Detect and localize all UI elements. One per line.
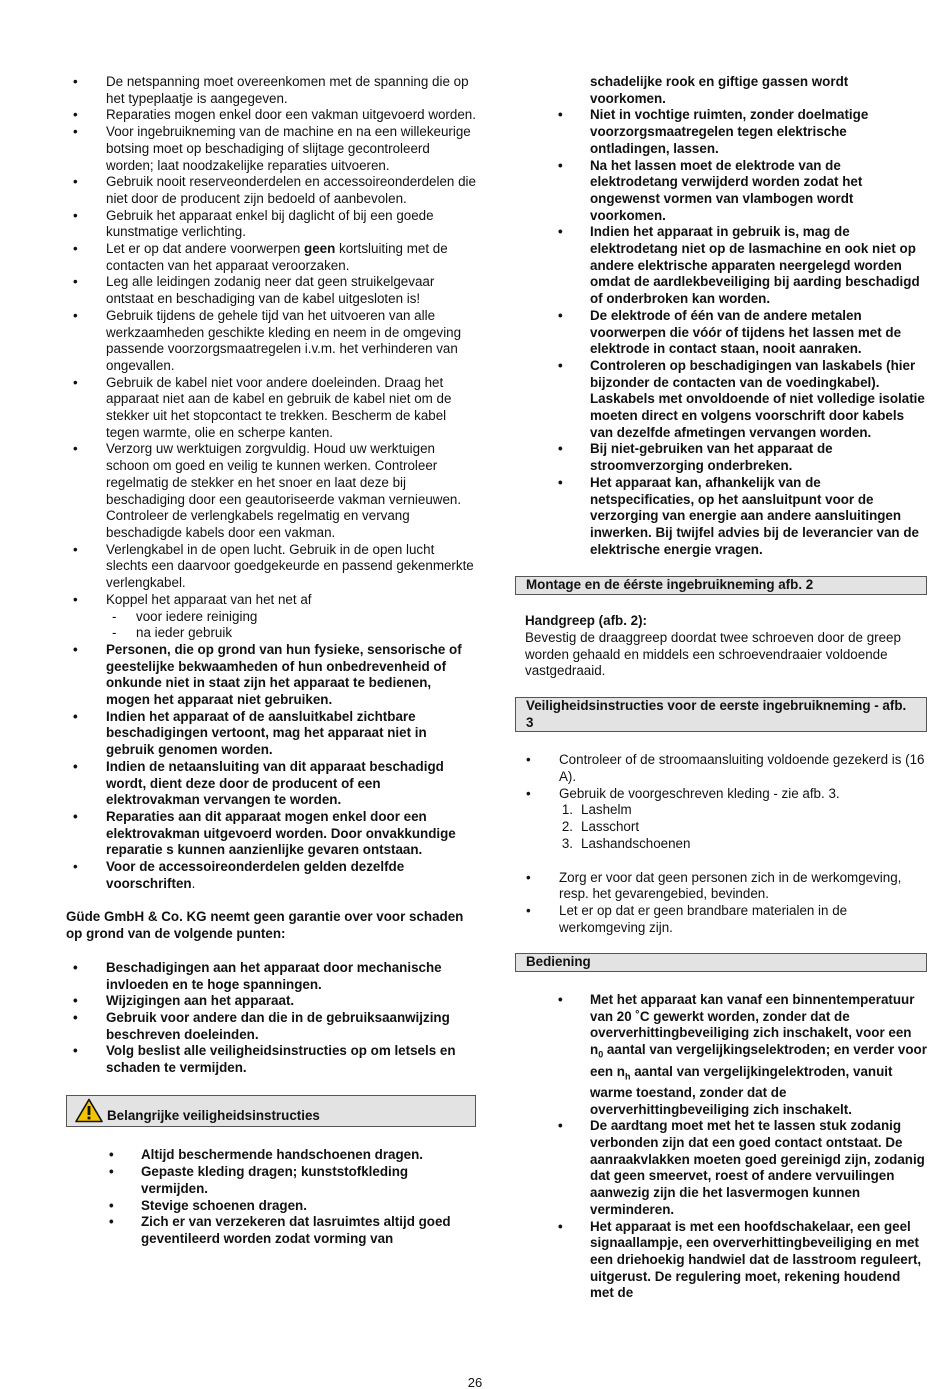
list-item	[66, 859, 476, 892]
list-item	[66, 241, 476, 274]
list-item	[515, 992, 927, 1118]
bold-safety-list	[66, 642, 476, 893]
numbered-item	[555, 836, 927, 853]
continuation-text: schadelijke rook en giftige gassen wordt voorkomen.	[590, 74, 849, 106]
list-item: • Beschadigingen aan het apparaat door mechanische invloeden en te hoge spanningen.	[66, 960, 476, 993]
dash-item: - voor iedere reiniging	[106, 609, 476, 626]
list-item: • Gebruik de voorgeschreven kleding - zie afb. 3.	[519, 786, 927, 803]
operation-list	[515, 992, 927, 1302]
list-item: • Let er op dat er geen brandbare materialen in de werkomgeving zijn.	[519, 903, 927, 936]
list-item: • Voor ingebruikneming van de machine en na een willekeurige botsing moet op beschadiging of slijtage gecontroleerd worden; laat noodzakelijke reparaties uitvoeren.	[66, 124, 476, 174]
list-item: • Volg beslist alle veiligheidsinstructies op om letsels en schaden te vermijden.	[66, 1043, 476, 1076]
list-item: • Het apparaat is met een hoofdschakelaar, een geel signaallampje, een oververhittingbeveiliging en met een driehoekig handwiel dat de lasstroom reguleert, uitgerust. De regulering moet, rekening houdend met de	[515, 1219, 927, 1303]
warning-header	[66, 1095, 476, 1128]
list-item: • Altijd beschermende handschoenen dragen.	[66, 1147, 476, 1164]
page-number: 26	[467, 1375, 483, 1389]
text-run: aantal van vergelijkingelektroden, vanuit warme toestand, zonder dat de oververhittingbeveiliging zich inschakelt.	[590, 1063, 893, 1117]
text-run: Let er op dat andere voorwerpen	[106, 241, 305, 257]
list-item: • Niet in vochtige ruimten, zonder doelmatige voorzorgsmaatregelen tegen elektrische ontladingen, lassen.	[515, 107, 927, 157]
item-number: 3.	[561, 835, 573, 851]
warning-title: Belangrijke veiligheidsinstructies	[107, 1107, 320, 1123]
section-header-bediening: Bediening	[515, 953, 927, 972]
list-item: • Controleer of de stroomaansluiting voldoende gezekerd is (16 A).	[519, 752, 927, 785]
handgreep-text: Bevestig de draaggreep doordat twee schroeven door de greep worden gehaald en middels een schroevendraaier voldoende vastgedraaid.	[525, 629, 901, 679]
emphasis: geen	[304, 241, 336, 257]
list-item: • Verzorg uw werktuigen zorgvuldig. Houd uw werktuigen schoon om goed en veilig te kunnen werken. Controleer regelmatig de stekker en het snoer en laat deze bij beschadiging door een geautoriseerde vakman vernieuwen. Controleer de verlengkabels regelmatig en vervang beschadigde kabels door een vakman.	[66, 441, 476, 541]
list-item: • Gebruik de kabel niet voor andere doeleinden. Draag het apparaat niet aan de kabel en gebruik de kabel niet om de stekker uit het stopcontact te trekken. Bescherm de kabel tegen warmte, olie en scherpe kanten.	[66, 375, 476, 442]
list-item: • Stevige schoenen dragen.	[66, 1198, 476, 1215]
item-number: 1.	[561, 802, 573, 818]
guarantee-list	[66, 960, 476, 1077]
clothing-list	[555, 802, 927, 852]
dash-list	[106, 609, 476, 642]
list-item: • Wijzigingen aan het apparaat.	[66, 993, 476, 1010]
item-number: 2.	[561, 819, 573, 835]
safety-list	[66, 74, 476, 609]
list-item: • Na het lassen moet de elektrode van de elektrodetang verwijderd worden zodat het ongewenst vormen van vlambogen wordt voorkomen.	[515, 158, 927, 225]
list-item: • Gebruik het apparaat enkel bij daglicht of bij een goede kunstmatige verlichting.	[66, 208, 476, 241]
right-column	[515, 74, 927, 1302]
list-item: • Indien het apparaat in gebruik is, mag de elektrodetang niet op de lasmachine en ook niet op andere elektrische apparaten neergelegd worden omdat de aardlekbeveiliging bij aarding beschadigd of onderbroken kan worden.	[515, 224, 927, 308]
list-item: • Indien de netaansluiting van dit apparaat beschadigd wordt, dient deze door de producent of een elektrovakman vervangen te worden.	[66, 759, 476, 809]
numbered-item	[555, 802, 927, 819]
list-item: • De netspanning moet overeenkomen met de spanning die op het typeplaatje is aangegeven.	[66, 74, 476, 107]
warning-list	[66, 1147, 476, 1247]
left-column	[66, 74, 476, 1248]
list-item: • Reparaties mogen enkel door een vakman uitgevoerd worden.	[66, 107, 476, 124]
dash-item: - na ieder gebruik	[106, 625, 476, 642]
list-item: • Leg alle leidingen zodanig neer dat geen struikelgevaar ontstaat en beschadiging van de kabel uitgesloten is!	[66, 274, 476, 307]
list-item: • Gebruik nooit reserveonderdelen en accessoireonderdelen die niet door de producent zijn bedoeld of aanbevolen.	[66, 174, 476, 207]
list-item: • Zorg er voor dat geen personen zich in de werkomgeving, resp. het gevarengebied, bevinden.	[519, 870, 927, 903]
list-item: • Reparaties aan dit apparaat mogen enkel door een elektrovakman uitgevoerd worden. Door onvakkundige reparatie s kunnen aanzienlijke gevaren ontstaan.	[66, 809, 476, 859]
first-use-list	[519, 752, 927, 802]
text-run: kortsluiting met de contacten van het apparaat veroorzaken.	[106, 241, 448, 273]
welding-safety-list	[515, 107, 927, 558]
item-text: Lasschort	[581, 819, 640, 835]
list-item: • Indien het apparaat of de aansluitkabel zichtbare beschadigingen vertoont, mag het apparaat niet in gebruik genomen worden.	[66, 709, 476, 759]
handgreep-title: Handgreep (afb. 2):	[525, 613, 648, 629]
list-item: • Verlengkabel in de open lucht. Gebruik in de open lucht slechts een daarvoor goedgekeurde en passend gekenmerkte verlengkabel.	[66, 542, 476, 592]
item-text: Lashandschoenen	[581, 835, 691, 851]
section-header-safety: Veiligheidsinstructies voor de eerste ingebruikneming - afb. 3	[515, 697, 927, 732]
environment-list	[519, 870, 927, 937]
list-item: • De aardtang moet met het te lassen stuk zodanig verbonden zijn dat een goed contact ontstaat. De aanraakvlakken moeten goed gereinigd zijn, zodanig dat geen smeervet, roest of andere vervuilingen aanwezig zijn die het lasvermogen kunnen verminderen.	[515, 1118, 927, 1218]
guarantee-paragraph: Güde GmbH & Co. KG neemt geen garantie over voor schaden op grond van de volgende punten:	[66, 909, 464, 942]
list-item: • Gebruik tijdens de gehele tijd van het uitvoeren van alle werkzaamheden geschikte kleding en neem in de omgeving passende voorzorgsmaatregelen i.v.m. het verhinderen van ongevallen.	[66, 308, 476, 375]
warning-icon	[75, 1098, 103, 1123]
list-item	[66, 592, 476, 609]
subscript: 0	[598, 1049, 604, 1060]
numbered-item	[555, 819, 927, 836]
text-run: Met het apparaat kan vanaf een binnentemperatuur van 20 ˚C gewerkt worden, zonder dat de oververhittingbeveiliging zich inschakelt, voor een n	[590, 992, 915, 1058]
list-item: • Bij niet-gebruiken van het apparaat de stroomverzorging onderbreken.	[515, 441, 927, 474]
item-text: Lashelm	[581, 802, 632, 818]
list-item: • Gebruik voor andere dan die in de gebruiksaanwijzing beschreven doeleinden.	[66, 1010, 476, 1043]
text-run: Koppel het apparaat van het net af	[106, 591, 312, 607]
list-item: • De elektrode of één van de andere metalen voorwerpen die vóór of tijdens het lassen met de elektrode in contact staan, nooit aanraken.	[515, 308, 927, 358]
subscript: h	[624, 1071, 631, 1082]
section-header-montage: Montage en de éérste ingebruikneming afb. 2	[515, 576, 927, 595]
list-item: • Zich er van verzekeren dat lasruimtes altijd goed geventileerd worden zodat vorming van	[66, 1214, 476, 1247]
text-run: Voor de accessoireonderdelen gelden dezelfde voorschriften	[106, 859, 405, 891]
list-item: • Personen, die op grond van hun fysieke, sensorische of geestelijke bekwaamheden of hun onbedrevenheid of onkunde niet in staat zijn het apparaat te bedienen, mogen het apparaat niet gebruiken.	[66, 642, 476, 709]
list-item: • Het apparaat kan, afhankelijk van de netspecificaties, op het aansluitpunt voor de verzorging van energie aan andere aansluitingen inwerken. Bij twijfel advies bij de leverancier van de elektrische energie vragen.	[515, 475, 927, 559]
list-item: • Gepaste kleding dragen; kunststofkleding vermijden.	[66, 1164, 476, 1197]
text-run: .	[191, 875, 196, 891]
text-run: aantal van vergelijkingselektroden; en verder voor een n	[590, 1042, 927, 1079]
list-item: • Controleren op beschadigingen van laskabels (hier bijzonder de contacten van de voedingkabel). Laskabels met onvoldoende of niet volledige isolatie moeten direct en volgens voorschrift door kabels van dezelfde afmetingen vervangen worden.	[515, 358, 927, 442]
